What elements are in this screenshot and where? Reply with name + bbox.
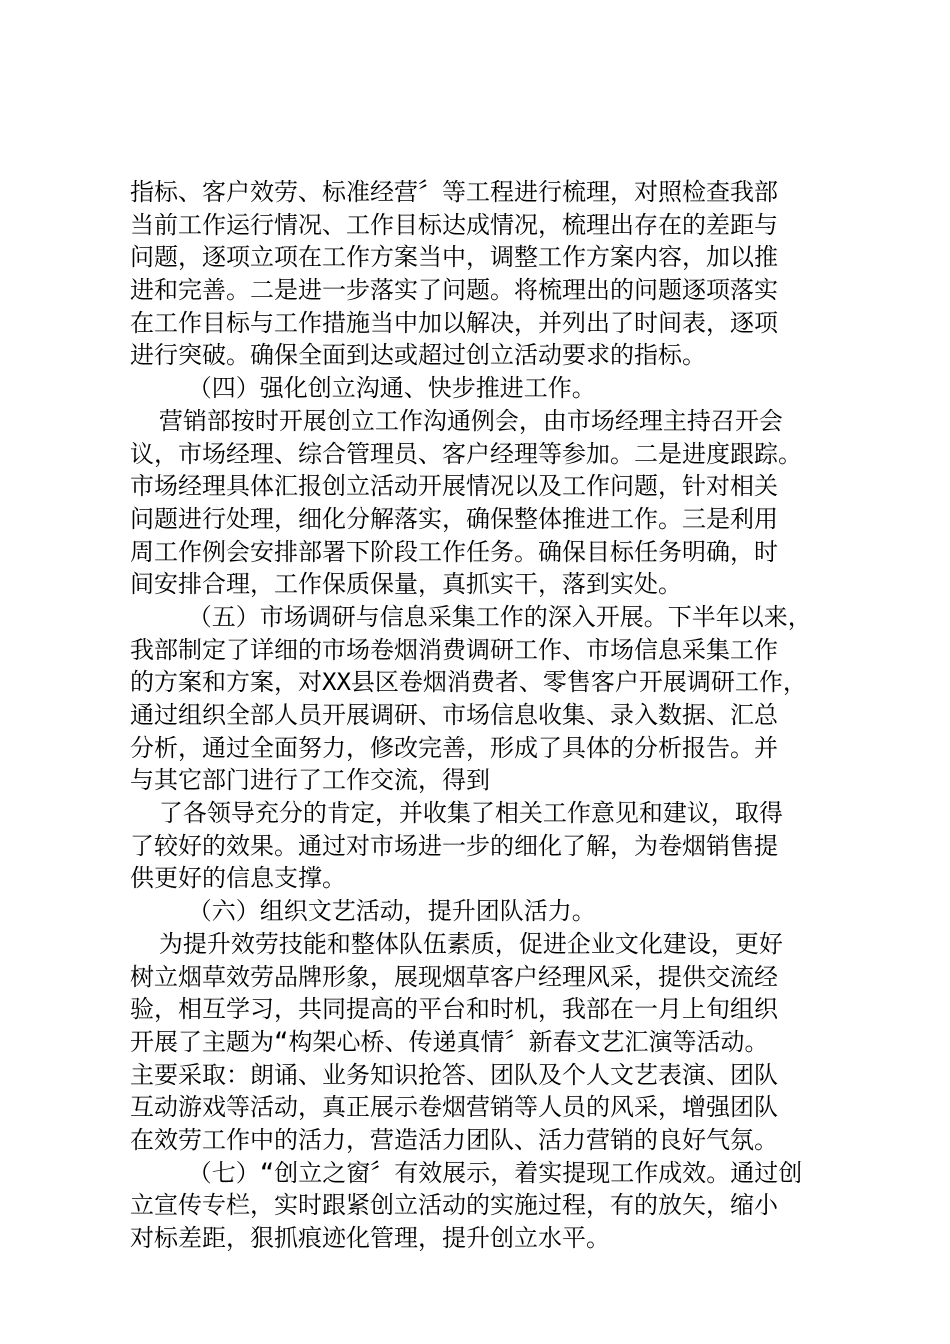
text-line: 互动游戏等活动，真正展示卷烟营销等人员的风采，增强团队 [130, 1093, 778, 1122]
text-line: 验，相互学习，共同提高的平台和时机，我部在一月上旬组织 [130, 995, 778, 1024]
text-line: 问题进行处理，细化分解落实，确保整体推进工作。三是利用 [130, 504, 778, 533]
text-line: 与其它部门进行了工作交流，得到 [130, 766, 490, 795]
text-line: 树立烟草效劳品牌形象，展现烟草客户经理风采，提供交流经 [130, 962, 778, 991]
text-line: 进和完善。二是进一步落实了问题。将梳理出的问题逐项落实 [130, 276, 778, 305]
text-line: 立宣传专栏，实时跟紧创立活动的实施过程，有的放矢，缩小 [130, 1191, 778, 1220]
text-line: 营销部按时开展创立工作沟通例会，由市场经理主持召开会 [130, 406, 783, 435]
text-line: 间安排合理，工作保质保量，真抓实干，落到实处。 [130, 570, 682, 599]
text-line: 在效劳工作中的活力，营造活力团队、活力营销的良好气氛。 [130, 1125, 778, 1154]
section-heading-5: （五）市场调研与信息采集工作的深入开展。下半年以来， [130, 602, 812, 631]
text-line: 开展了主题为“构架心桥、传递真情〞新春文艺汇演等活动。 [130, 1027, 769, 1056]
section-heading-6: （六）组织文艺活动，提升团队活力。 [130, 897, 596, 926]
text-line: 议，市场经理、综合管理员、客户经理等参加。二是进度跟踪。 [130, 439, 802, 468]
text-line: 市场经理具体汇报创立活动开展情况以及工作问题，针对相关 [130, 472, 778, 501]
section-heading-7: （七）“创立之窗〞有效展示，着实提现工作成效。通过创 [130, 1158, 803, 1187]
text-line: 了较好的效果。通过对市场进一步的细化了解，为卷烟销售提 [130, 831, 778, 860]
section-heading-4: （四）强化创立沟通、快步推进工作。 [130, 374, 596, 403]
text-line: 在工作目标与工作措施当中加以解决，并列出了时间表，逐项 [130, 308, 778, 337]
text-line: 供更好的信息支撑。 [130, 864, 346, 893]
text-line: 通过组织全部人员开展调研、市场信息收集、录入数据、汇总 [130, 701, 778, 729]
text-line: 为提升效劳技能和整体队伍素质，促进企业文化建设，更好 [130, 929, 783, 958]
text-line: 了各领导充分的肯定，并收集了相关工作意见和建议，取得 [130, 799, 783, 828]
text-line: 指标、客户效劳、标准经营〞等工程进行梳理，对照检查我部 [130, 178, 778, 206]
text-line: 问题，逐项立项在工作方案当中，调整工作方案内容，加以推 [130, 243, 778, 272]
text-line: 的方案和方案，对XX县区卷烟消费者、零售客户开展调研工作， [130, 668, 807, 697]
document-body [130, 176, 830, 1255]
text-line: 分析，通过全面努力，修改完善，形成了具体的分析报告。并 [130, 733, 778, 762]
text-line: 周工作例会安排部署下阶段工作任务。确保目标任务明确，时 [130, 537, 778, 566]
text-line: 主要采取：朗诵、业务知识抢答、团队及个人文艺表演、团队 [130, 1060, 778, 1089]
text-line: 当前工作运行情况、工作目标达成情况，梳理出存在的差距与 [130, 210, 778, 239]
text-line: 对标差距，狠抓痕迹化管理，提升创立水平。 [130, 1224, 610, 1252]
text-line: 我部制定了详细的市场卷烟消费调研工作、市场信息采集工作 [130, 635, 778, 664]
text-line: 进行突破。确保全面到达或超过创立活动要求的指标。 [130, 341, 706, 370]
